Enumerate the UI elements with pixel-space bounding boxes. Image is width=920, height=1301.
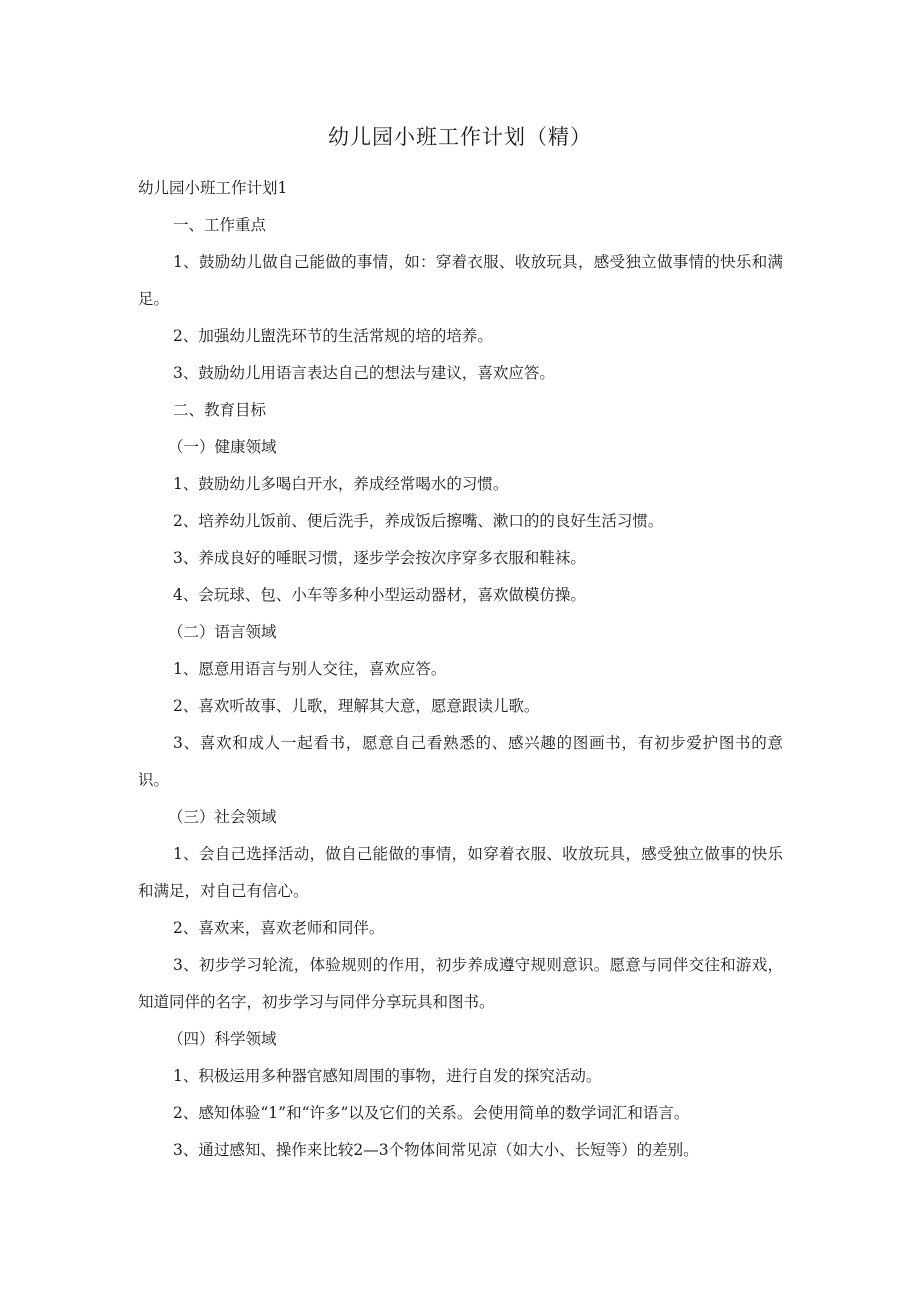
paragraph: 3、初步学习轮流，体验规则的作用，初步养成遵守规则意识。愿意与同伴交往和游戏，知道同伴的名字，初步学习与同伴分享玩具和图书。 — [138, 956, 783, 1011]
paragraph: 2、喜欢来，喜欢老师和同伴。 — [173, 919, 385, 937]
paragraph: 2、感知体验“1”和“许多”以及它们的关系。会使用简单的数学词汇和语言。 — [173, 1104, 690, 1122]
paragraph: 3、鼓励幼儿用语言表达自己的想法与建议，喜欢应答。 — [173, 364, 555, 382]
paragraph: 3、喜欢和成人一起看书，愿意自己看熟悉的、感兴趣的图画书，有初步爱护图书的意识。 — [138, 734, 783, 789]
paragraph: 1、愿意用语言与别人交往，喜欢应答。 — [173, 660, 447, 678]
document-body — [138, 170, 783, 1169]
section-heading: 一、工作重点 — [173, 216, 267, 234]
paragraph: 1、积极运用多种器官感知周围的事物，进行自发的探究活动。 — [173, 1067, 602, 1085]
subsection-heading: （一）健康领域 — [168, 438, 277, 456]
document-subtitle: 幼儿园小班工作计划1 — [138, 179, 288, 197]
paragraph: 2、喜欢听故事、儿歌，理解其大意，愿意跟读儿歌。 — [173, 697, 540, 715]
paragraph: 2、培养幼儿饭前、便后洗手，养成饭后擦嘴、漱口的的良好生活习惯。 — [173, 512, 664, 530]
paragraph: 1、鼓励幼儿多喝白开水，养成经常喝水的习惯。 — [173, 475, 509, 493]
paragraph: 3、养成良好的唾眠习惯，逐步学会按次序穿多衣服和鞋袜。 — [173, 549, 586, 567]
subsection-heading: （二）语言领域 — [168, 623, 277, 641]
document-title: 幼儿园小班工作计划（精） — [328, 125, 592, 149]
subsection-heading: （三）社会领域 — [168, 808, 277, 826]
subsection-heading: （四）科学领域 — [168, 1030, 277, 1048]
paragraph: 4、会玩球、包、小车等多种小型运动器材，喜欢做模仿操。 — [173, 586, 586, 604]
section-heading: 二、教育目标 — [173, 401, 267, 419]
paragraph: 2、加强幼儿盥洗环节的生活常规的培的培养。 — [173, 327, 493, 345]
paragraph: 3、通过感知、操作来比较2—3个物体间常见凉（如大小、长短等）的差别。 — [173, 1141, 699, 1159]
paragraph: 1、会自己选择活动，做自己能做的事情，如穿着衣服、收放玩具，感受独立做事的快乐和满足，对自己有信心。 — [138, 845, 783, 900]
paragraph: 1、鼓励幼儿做自己能做的事情，如：穿着衣服、收放玩具，感受独立做事情的快乐和满足。 — [138, 253, 783, 308]
